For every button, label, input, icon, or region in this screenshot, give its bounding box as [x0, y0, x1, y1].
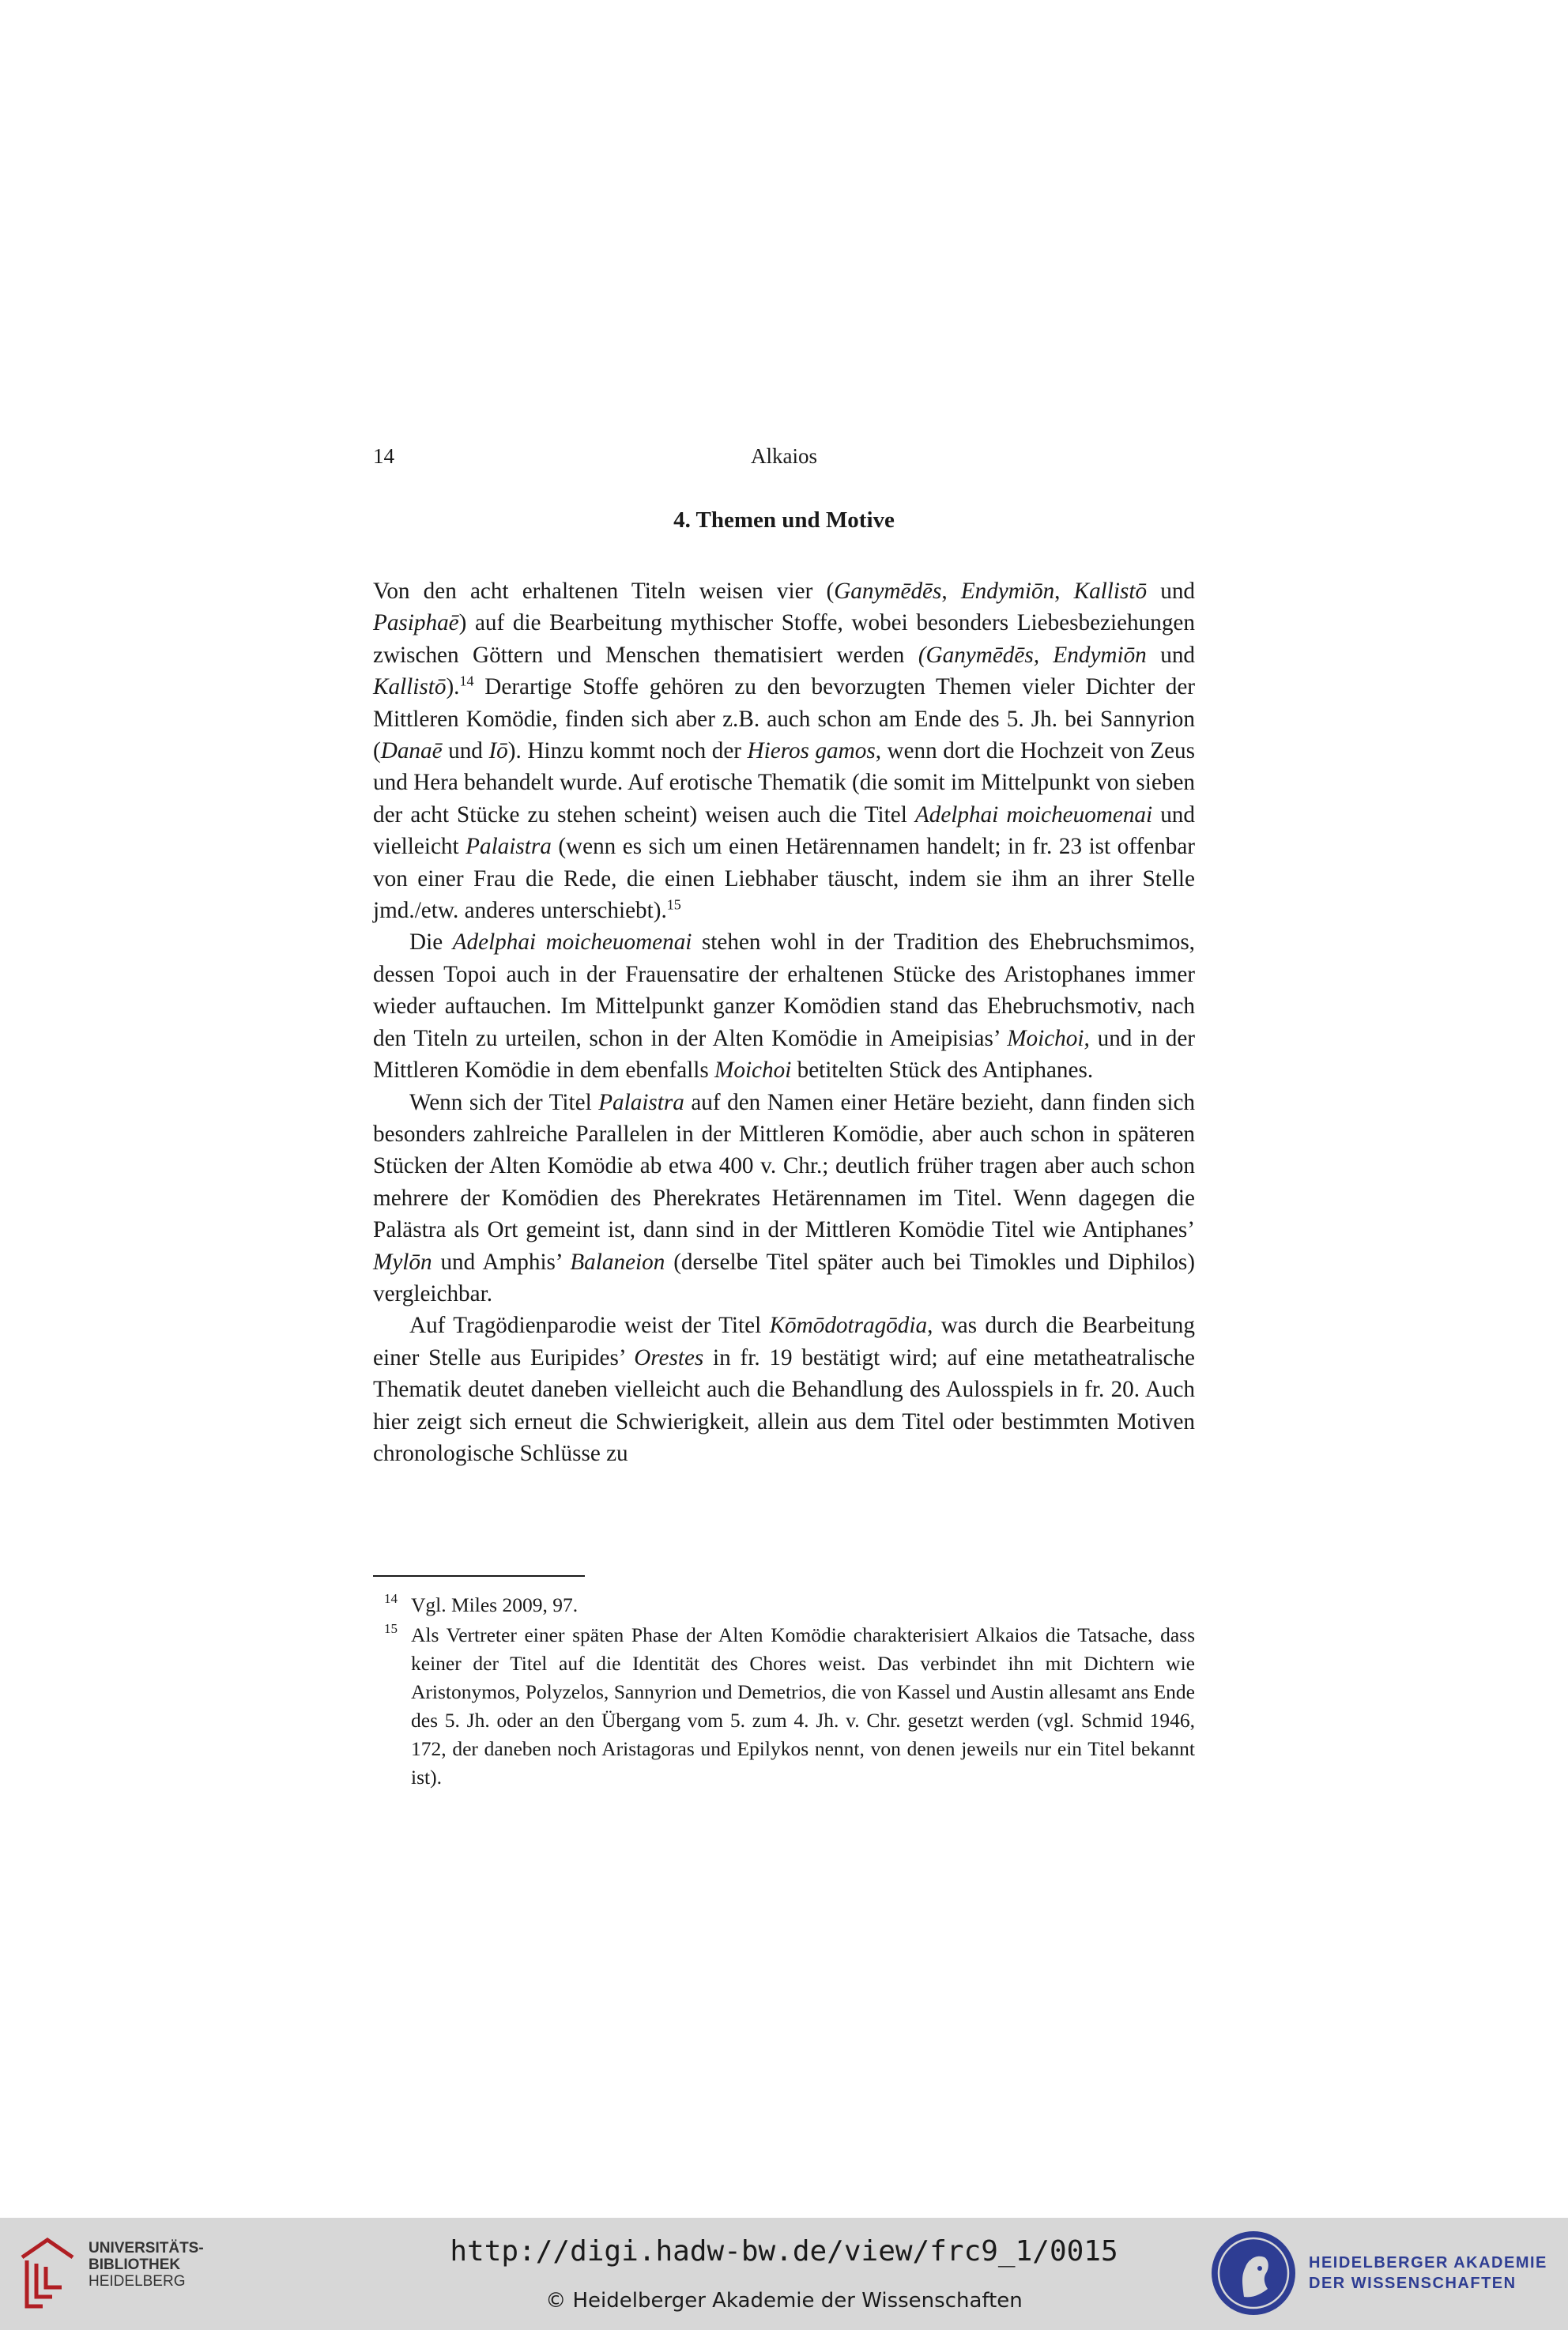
page-number: 14	[373, 444, 394, 468]
footnote-text: Als Vertreter einer späten Phase der Alten Komödie charakterisiert Alkaios die Tatsache, dass keiner der Titel auf die Identität des Chores weist. Das verbindet ihn mit Dichtern wie Aristonymos, Polyzelos, Sannyrion und Demetrios, die von Kassel und Austin allesamt ans Ende des 5. Jh. oder an den Übergang vom 5. zum 4. Jh. v. Chr. gesetzt werden (vgl. Schmid 1946, 172, der daneben noch Aristagoras und Epilykos nennt, von denen jeweils nur ein Titel bekannt ist).	[411, 1623, 1195, 1789]
running-head: Alkaios	[751, 444, 817, 468]
copyright-notice: © Heidelberger Akademie der Wissenschaften	[545, 2289, 1023, 2313]
body-text	[373, 575, 1195, 1469]
paragraph-4: Auf Tragödienparodie weist der Titel Kōmōdotragōdia, was durch die Bearbeitung einer Stelle aus Euripides’ Orestes in fr. 19 bestätigt wird; auf eine metatheatralische Thematik deutet daneben vielleicht auch die Behandlung des Aulosspiels in fr. 20. Auch hier zeigt sich erneut die Schwierigkeit, allein aus dem Titel oder bestimmten Motiven chronologische Schlüsse zu	[373, 1313, 1195, 1466]
footnotes	[373, 1591, 1195, 1793]
footnote-number: 14	[384, 1591, 398, 1606]
paragraph-2: Die Adelphai moicheuomenai stehen wohl in der Tradition des Ehebruchsmimos, dessen Topoi auch in der Frauensatire der erhaltenen Stücke des Aristophanes immer wieder auftauchen. Im Mittelpunkt ganzer Komödien stand das Ehebruchsmotiv, nach den Titeln zu urteilen, schon in der Alten Komödie in Ameipisias’ Moichoi, und in der Mittleren Komödie in dem ebenfalls Moichoi betitelten Stück des Antiphanes.	[373, 929, 1195, 1084]
footnote-14	[373, 1591, 1195, 1619]
viewer-footer	[0, 2218, 1568, 2330]
academy-name[interactable]: HEIDELBERGER AKADEMIE DER WISSENSCHAFTEN	[1309, 2254, 1547, 2292]
page-header	[373, 444, 1195, 479]
academy-seal-icon[interactable]	[1209, 2229, 1298, 2317]
footnote-15	[373, 1621, 1195, 1792]
paragraph-3: Wenn sich der Titel Palaistra auf den Namen einer Hetäre bezieht, dann finden sich besonders zahlreiche Parallelen in der Mittleren Komödie, aber auch schon in späteren Stücken der Alten Komödie ab etwa 400 v. Chr.; deutlich früher tragen aber auch schon mehrere der Komödien des Pherekrates Hetärennamen im Titel. Wenn dagegen die Palästra als Ort gemeint ist, dann sind in der Mittleren Komödie Titel wie Antiphanes’ Mylōn und Amphis’ Balaneion (derselbe Titel später auch bei Timokles und Diphilos) vergleichbar.	[373, 1089, 1195, 1306]
footnote-divider	[373, 1575, 585, 1577]
footnote-ref-14[interactable]: 14	[459, 673, 474, 689]
page-url-link[interactable]: http://digi.hadw-bw.de/view/frc9_1/0015	[450, 2235, 1118, 2268]
section-title: 4. Themen und Motive	[673, 507, 895, 533]
footnote-text: Vgl. Miles 2009, 97.	[411, 1593, 579, 1616]
footnote-ref-15[interactable]: 15	[666, 896, 681, 913]
paragraph-1: Von den acht erhaltenen Titeln weisen vier (Ganymēdēs, Endymiōn, Kallistō und Pasiphaē) auf die Bearbeitung mythischer Stoffe, wobei besonders Liebesbeziehungen zwischen Göttern und Menschen thematisiert werden (Ganymēdēs, Endymiōn und Kallistō).$^{14}$ Derartige Stoffe gehören zu den bevorzugten Themen vieler Dichter der Mittleren Komödie, finden sich aber z.B. auch schon am Ende des 5. Jh. bei Sannyrion (Danaē und Iō). Hinzu kommt noch der Hieros gamos, wenn dort die Hochzeit von Zeus und Hera behandelt wurde. Auf erotische Thematik (die somit im Mittelpunkt von sieben der acht Stücke zu stehen scheint) weisen auch die Titel Adelphai moicheuomenai und vielleicht Palaistra (wenn es sich um einen Hetärennamen handelt; in fr. 23 ist offenbar von einer Frau die Rede, die einen Liebhaber täuscht, indem sie ihm an ihrer Stelle jmd./etw. anderes unterschiebt).$^{15}$	[373, 579, 1196, 924]
library-name[interactable]: UNIVERSITÄTS- BIBLIOTHEK HEIDELBERG	[89, 2240, 204, 2290]
footnote-number: 15	[384, 1621, 398, 1636]
